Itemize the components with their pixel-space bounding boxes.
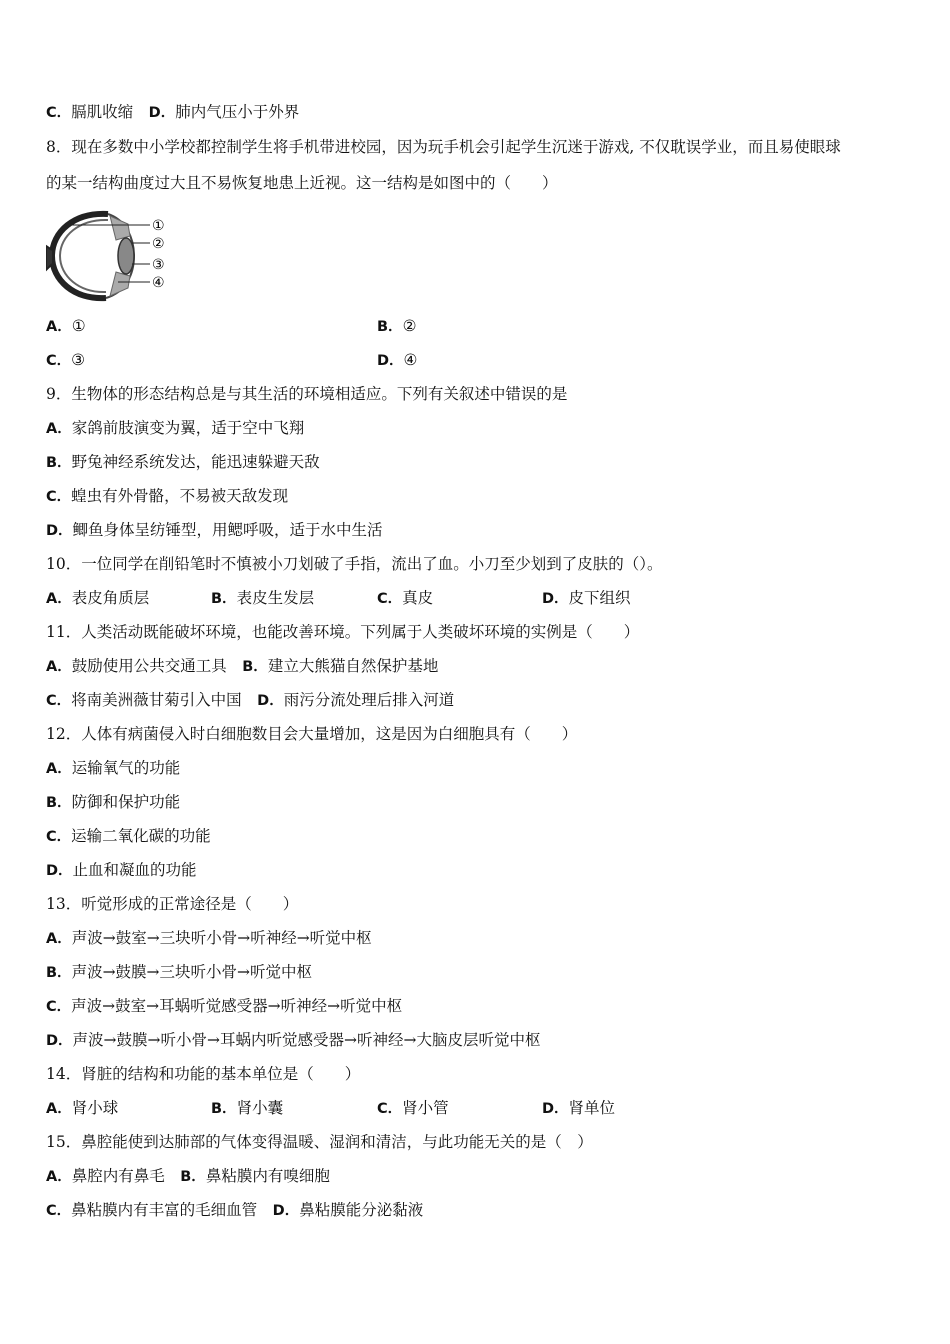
option-letter: C． bbox=[46, 105, 72, 121]
option-letter: A． bbox=[46, 1101, 72, 1117]
option-letter: A． bbox=[46, 421, 72, 437]
q13-option-d: D．声波→鼓膜→听小骨→耳蜗内听觉感受器→听神经→大脑皮层听觉中枢 bbox=[46, 1031, 541, 1049]
q15-stem: 15．鼻腔能使到达肺部的气体变得温暖、湿润和清洁，与此功能无关的是（ ） bbox=[46, 1133, 593, 1151]
option-letter: D． bbox=[148, 105, 176, 121]
q10-option-a: A．表皮角质层 bbox=[46, 589, 150, 607]
q8-stem-line2: 的某一结构曲度过大且不易恢复地患上近视。这一结构是如图中的（ ） bbox=[46, 174, 558, 192]
diagram-label-2: ② bbox=[152, 236, 165, 252]
option-letter: A． bbox=[46, 591, 72, 607]
option-letter: A． bbox=[46, 319, 72, 335]
q12-option-b: B．防御和保护功能 bbox=[46, 793, 181, 811]
option-letter: A． bbox=[46, 659, 72, 675]
option-letter: C． bbox=[377, 1101, 403, 1117]
option-letter: D． bbox=[542, 591, 569, 607]
option-letter: B． bbox=[377, 319, 403, 335]
option-letter: C． bbox=[46, 353, 72, 369]
option-letter: D． bbox=[257, 693, 284, 709]
q10-option-c: C．真皮 bbox=[377, 589, 434, 607]
eye-diagram bbox=[46, 206, 186, 302]
option-letter: B． bbox=[211, 591, 237, 607]
q14-option-a: A．肾小球 bbox=[46, 1099, 119, 1117]
option-letter: A． bbox=[46, 931, 72, 947]
q14-option-b: B．肾小囊 bbox=[211, 1099, 284, 1117]
q9-stem: 9．生物体的形态结构总是与其生活的环境相适应。下列有关叙述中错误的是 bbox=[46, 385, 568, 403]
option-letter: D． bbox=[542, 1101, 569, 1117]
q9-option-a: A．家鸽前肢演变为翼，适于空中飞翔 bbox=[46, 419, 305, 437]
diagram-label-4: ④ bbox=[152, 275, 165, 291]
option-letter: C． bbox=[46, 489, 72, 505]
option-letter: B． bbox=[211, 1101, 237, 1117]
diagram-label-3: ③ bbox=[152, 257, 165, 273]
q12-stem: 12．人体有病菌侵入时白细胞数目会大量增加，这是因为白细胞具有（ ） bbox=[46, 725, 578, 743]
q11-stem: 11．人类活动既能破坏环境，也能改善环境。下列属于人类破坏环境的实例是（ ） bbox=[46, 623, 640, 641]
q10-option-b: B．表皮生发层 bbox=[211, 589, 315, 607]
q14-option-c: C．肾小管 bbox=[377, 1099, 449, 1117]
q14-stem: 14．肾脏的结构和功能的基本单位是（ ） bbox=[46, 1065, 361, 1083]
q8-option-a: A．① bbox=[46, 317, 86, 335]
option-letter: D． bbox=[46, 863, 73, 879]
q10-stem: 10．一位同学在削铅笔时不慎被小刀划破了手指，流出了血。小刀至少划到了皮肤的（）。 bbox=[46, 555, 663, 573]
option-letter: B． bbox=[242, 659, 268, 675]
option-letter: C． bbox=[46, 999, 72, 1015]
option-letter: C． bbox=[46, 1203, 72, 1219]
q9-option-b: B．野兔神经系统发达，能迅速躲避天敌 bbox=[46, 453, 320, 471]
option-letter: D． bbox=[46, 523, 73, 539]
q8-option-d: D．④ bbox=[377, 351, 418, 369]
option-letter: A． bbox=[46, 1169, 72, 1185]
diagram-label-1: ① bbox=[152, 218, 165, 234]
q12-option-a: A．运输氧气的功能 bbox=[46, 759, 181, 777]
option-letter: B． bbox=[46, 455, 72, 471]
q15-options-cd: C．鼻粘膜内有丰富的毛细血管 D．鼻粘膜能分泌黏液 bbox=[46, 1201, 424, 1219]
q13-stem: 13．听觉形成的正常途径是（ ） bbox=[46, 895, 299, 913]
q13-option-a: A．声波→鼓室→三块听小骨→听神经→听觉中枢 bbox=[46, 929, 372, 947]
q9-option-c: C．蝗虫有外骨骼，不易被天敌发现 bbox=[46, 487, 289, 505]
q11-options-ab: A．鼓励使用公共交通工具 B．建立大熊猫自然保护基地 bbox=[46, 657, 439, 675]
q15-options-ab: A．鼻腔内有鼻毛 B．鼻粘膜内有嗅细胞 bbox=[46, 1167, 330, 1185]
q12-option-c: C．运输二氧化碳的功能 bbox=[46, 827, 211, 845]
option-letter: D． bbox=[272, 1203, 300, 1219]
q8-stem-line1: 8．现在多数中小学校都控制学生将手机带进校园，因为玩手机会引起学生沉迷于游戏, 不仅耽误学业，而且易使眼球 bbox=[46, 138, 841, 156]
q12-option-d: D．止血和凝血的功能 bbox=[46, 861, 197, 879]
q11-options-cd: C．将南美洲薇甘菊引入中国 D．雨污分流处理后排入河道 bbox=[46, 691, 455, 709]
option-letter: D． bbox=[46, 1033, 73, 1049]
option-letter: A． bbox=[46, 761, 72, 777]
option-letter: B． bbox=[46, 965, 72, 981]
option-letter: B． bbox=[180, 1169, 206, 1185]
q8-option-b: B．② bbox=[377, 317, 417, 335]
option-letter: D． bbox=[377, 353, 404, 369]
q13-option-b: B．声波→鼓膜→三块听小骨→听觉中枢 bbox=[46, 963, 313, 981]
q14-option-d: D．肾单位 bbox=[542, 1099, 616, 1117]
option-letter: C． bbox=[377, 591, 403, 607]
option-letter: C． bbox=[46, 693, 72, 709]
q7-options: C．膈肌收缩 D．肺内气压小于外界 bbox=[46, 103, 300, 121]
q9-option-d: D．鲫鱼身体呈纺锤型，用鳃呼吸，适于水中生活 bbox=[46, 521, 383, 539]
q13-option-c: C．声波→鼓室→耳蜗听觉感受器→听神经→听觉中枢 bbox=[46, 997, 403, 1015]
q10-option-d: D．皮下组织 bbox=[542, 589, 631, 607]
q8-option-c: C．③ bbox=[46, 351, 86, 369]
option-letter: C． bbox=[46, 829, 72, 845]
option-letter: B． bbox=[46, 795, 72, 811]
